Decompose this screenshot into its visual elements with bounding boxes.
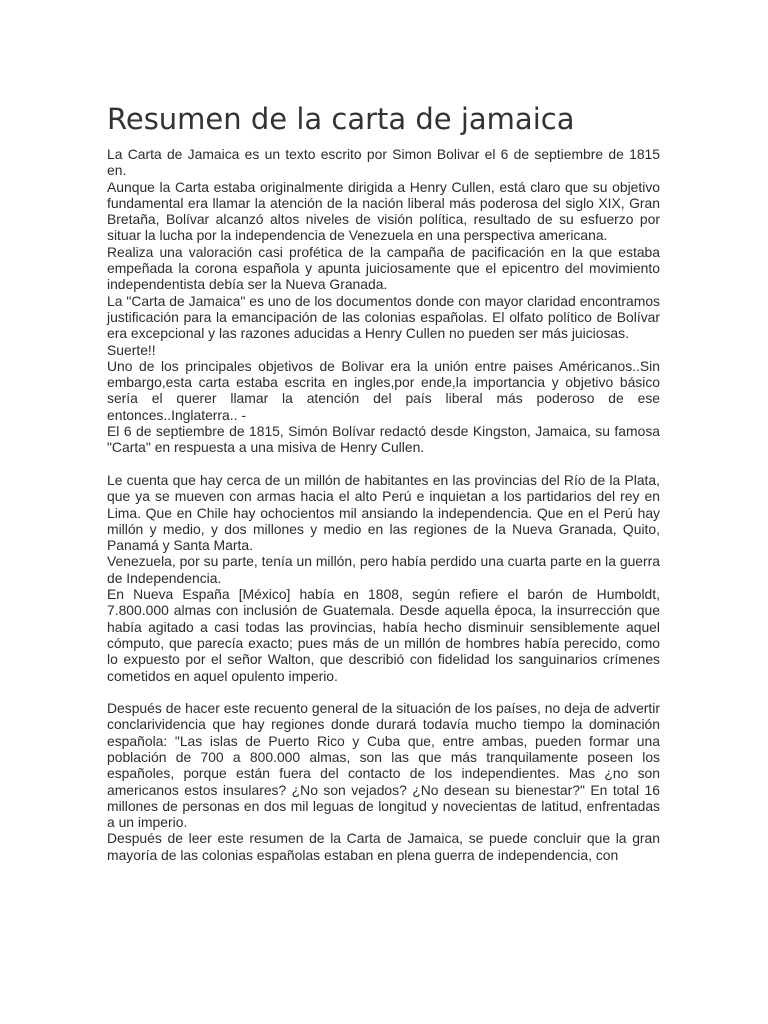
paragraph-justificacion: La "Carta de Jamaica" es uno de los documentos donde con mayor claridad encontramos justificación para la emancipación de las colonias españolas. El olfato político de Bolívar era excepcional y las razones aducidas a Henry Cullen no pueden ser más juiciosas. <box>107 292 660 342</box>
paragraph-conclusion: Después de leer este resumen de la Carta de Jamaica, se puede concluir que la gran mayoría de las colonias españolas estaban en plena guerra de independencia, con <box>107 830 660 863</box>
paragraph-nueva-espana: En Nueva España [México] había en 1808, según refiere el barón de Humboldt, 7.800.000 almas con inclusión de Guatemala. Desde aquella época, la insurrección que había agitado a casi todas las provincias, había hecho disminuir sensiblemente aquel cómputo, que parecía exacto; pues más de un millón de hombres había perecido, como lo expuesto por el señor Walton, que describió con fidelidad los sanguinarios crímenes cometidos en aquel opulento imperio. <box>107 586 660 684</box>
paragraph-objetivos: Uno de los principales objetivos de Bolivar era la unión entre paises Américanos..Sin embargo,esta carta estaba escrita en ingles,por ende,la importancia y objetivo básico sería el querer llamar la atención del país liberal más poderoso de ese entonces..Inglaterra.. - <box>107 357 660 423</box>
paragraph-suerte: Suerte!! <box>107 341 156 358</box>
paragraph-cullen: Aunque la Carta estaba originalmente dirigida a Henry Cullen, está claro que su objetivo fundamental era llamar la atención de la nación liberal más poderosa del siglo XIX, Gran Bretaña, Bolívar alcanzó altos niveles de visión política, resultado de su esfuerzo por situar la lucha por la independencia de Venezuela en una perspectiva americana. <box>107 178 660 244</box>
paragraph-pacificacion: Realiza una valoración casi profética de la campaña de pacificación en la que estaba empeñada la corona española y apunta juiciosamente que el epicentro del movimiento independentista debía ser la Nueva Granada. <box>107 243 660 293</box>
paragraph-venezuela: Venezuela, por su parte, tenía un millón, pero había perdido una cuarta parte en la guerra de Independencia. <box>107 553 660 586</box>
document-body <box>107 146 660 863</box>
document-title: Resumen de la carta de jamaica <box>107 102 575 136</box>
paragraph-spacer <box>107 456 660 472</box>
paragraph-intro: La Carta de Jamaica es un texto escrito por Simon Bolivar el 6 de septiembre de 1815 en. <box>107 146 660 179</box>
paragraph-recuento: Después de hacer este recuento general de la situación de los países, no deja de advertir conclarividencia que hay regiones donde durará todavía mucho tiempo la dominación española: "Las islas de Puerto Rico y Cuba que, entre ambas, pueden formar una población de 700 a 800.000 almas, son las que más tranquilamente poseen los españoles, porque están fuera del contacto de los independientes. Mas ¿no son americanos estos insulares? ¿No son vejados? ¿No desean su bienestar?" En total 16 millones de personas en dos mil leguas de longitud y novecientas de latitud, enfrentadas a un imperio. <box>107 700 660 831</box>
paragraph-kingston: El 6 de septiembre de 1815, Simón Bolívar redactó desde Kingston, Jamaica, su famosa "Carta" en respuesta a una misiva de Henry Cullen. <box>107 423 660 456</box>
paragraph-spacer <box>107 684 660 700</box>
paragraph-habitantes: Le cuenta que hay cerca de un millón de habitantes en las provincias del Río de la Plata, que ya se mueven con armas hacia el alto Perú e inquietan a los partidarios del rey en Lima. Que en Chile hay ochocientos mil ansiando la independencia. Que en el Perú hay millón y medio, y dos millones y medio en las regiones de la Nueva Granada, Quito, Panamá y Santa Marta. <box>107 471 660 554</box>
